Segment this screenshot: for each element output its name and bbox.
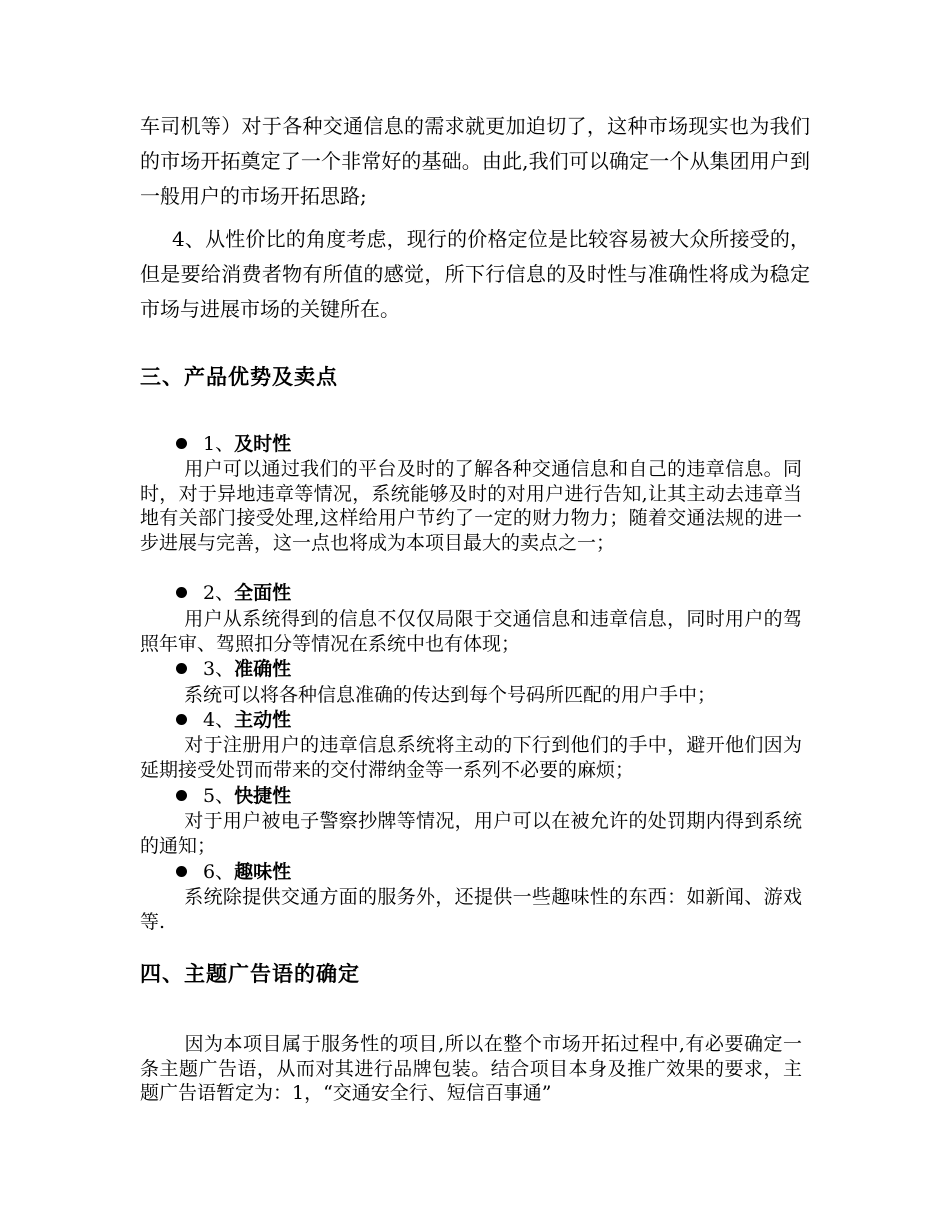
section-4-heading: 四、主题广告语的确定 <box>140 962 360 986</box>
bullet-item-5-title <box>176 783 291 809</box>
bullet-item-1-title <box>176 431 291 457</box>
bullet-item-4-label: 主动性 <box>234 709 292 731</box>
bullet-item-1-number: 1、 <box>203 433 235 455</box>
bullet-dot-icon <box>176 663 187 674</box>
bullet-dot-icon <box>176 790 187 801</box>
section-4-body <box>140 1032 802 1106</box>
bullet-dot-icon <box>176 866 187 877</box>
bullet-item-2-label: 全面性 <box>234 582 292 604</box>
bullet-item-1-text: 用户可以通过我们的平台及时的了解各种交通信息和自己的违章信息。同时，对于异地违章等情况，系统能够及时的对用户进行告知,让其主动去违章当地有关部门接受处理,这样给用户节约了一定的财力物力；随着交通法规的进一步进展与完善，这一点也将成为本项目最大的卖点之一； <box>140 458 802 554</box>
bullet-item-6-body <box>140 885 802 934</box>
bullet-item-1-label: 及时性 <box>234 433 292 455</box>
bullet-item-3-title <box>176 656 291 682</box>
section-4-text: 因为本项目属于服务性的项目,所以在整个市场开拓过程中,有必要确定一条主题广告语，从而对其进行品牌包装。结合项目本身及推广效果的要求，主题广告语暂定为：1，“交通安全行、短信百事通” <box>140 1033 802 1104</box>
bullet-item-3-body <box>140 683 802 708</box>
bullet-item-6-label: 趣味性 <box>234 861 292 883</box>
bullet-item-2-text: 用户从系统得到的信息不仅仅局限于交通信息和违章信息，同时用户的驾照年审、驾照扣分等情况在系统中也有体现； <box>140 608 802 655</box>
bullet-item-4-number: 4、 <box>203 709 235 731</box>
bullet-item-1-body <box>140 457 802 555</box>
bullet-item-2-body <box>140 607 802 656</box>
bullet-item-4-text: 对于注册用户的违章信息系统将主动的下行到他们的手中，避开他们因为延期接受处罚而带来的交付滞纳金等一系列不必要的麻烦； <box>140 734 802 781</box>
bullet-dot-icon <box>176 438 187 449</box>
bullet-dot-icon <box>176 714 187 725</box>
bullet-item-3-number: 3、 <box>203 658 235 680</box>
bullet-item-6-text: 系统除提供交通方面的服务外，还提供一些趣味性的东西：如新闻、游戏等. <box>140 886 802 933</box>
bullet-item-2-number: 2、 <box>203 582 235 604</box>
bullet-item-2-title <box>176 580 291 606</box>
bullet-dot-icon <box>176 587 187 598</box>
bullet-item-5-text: 对于用户被电子警察抄牌等情况，用户可以在被允许的处罚期内得到系统的通知； <box>140 810 802 857</box>
bullet-item-5-number: 5、 <box>203 785 235 807</box>
section-3-heading: 三、产品优势及卖点 <box>140 365 338 389</box>
intro-paragraph-2 <box>140 222 810 327</box>
intro-paragraph-2-text: 4、从性价比的角度考虑，现行的价格定位是比较容易被大众所接受的，但是要给消费者物有所值的感觉，所下行信息的及时性与准确性将成为稳定市场与进展市场的关键所在。 <box>140 227 810 321</box>
intro-paragraph-1: 车司机等）对于各种交通信息的需求就更加迫切了，这种市场现实也为我们的市场开拓奠定了一个非常好的基础。由此,我们可以确定一个从集团用户到一般用户的市场开拓思路; <box>140 114 810 208</box>
bullet-item-6-title <box>176 859 291 885</box>
bullet-item-3-label: 准确性 <box>234 658 292 680</box>
bullet-item-5-body <box>140 809 802 858</box>
bullet-item-4-body <box>140 733 802 782</box>
bullet-item-4-title <box>176 707 291 733</box>
bullet-item-6-number: 6、 <box>203 861 235 883</box>
bullet-item-3-text: 系统可以将各种信息准确的传达到每个号码所匹配的用户手中； <box>184 684 717 706</box>
bullet-item-5-label: 快捷性 <box>234 785 292 807</box>
